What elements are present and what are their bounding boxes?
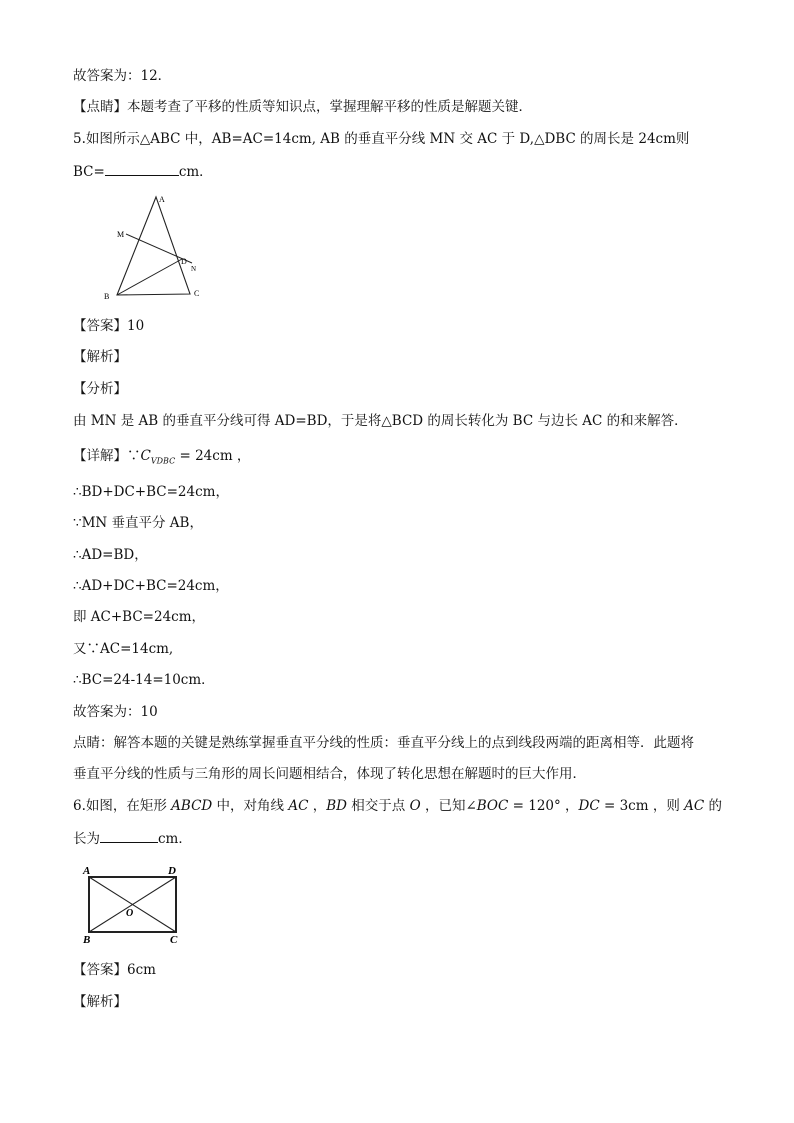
q6-part: = 3cm ，则 <box>599 798 685 814</box>
question-5-detail <box>73 447 250 471</box>
q6-part: = 120° ， <box>508 798 579 814</box>
question-5-answer: 【答案】10 <box>73 318 145 334</box>
rectangle-figure <box>80 864 190 946</box>
label-o: O <box>126 908 134 919</box>
label-b: B <box>104 292 110 301</box>
step-line: 又∵AC=14cm, <box>73 641 174 657</box>
label-d: D <box>168 865 176 877</box>
q6-math: DC <box>578 798 600 814</box>
label-m: M <box>117 230 125 239</box>
question-6-jiexi: 【解析】 <box>73 994 127 1010</box>
label-a: A <box>83 865 91 877</box>
q6-math: AC <box>684 798 705 814</box>
detail-prefix: 【详解】∵ <box>73 448 141 464</box>
label-a: A <box>159 195 165 204</box>
q6-math: BD <box>326 798 347 814</box>
len-prefix: 长为 <box>73 831 100 847</box>
q6-math: BOC <box>476 798 509 814</box>
question-5-fenxi: 【分析】 <box>73 381 127 397</box>
len-suffix: cm． <box>158 831 192 847</box>
label-b: B <box>83 934 91 946</box>
perimeter-value: = 24cm ， <box>175 448 251 464</box>
q6-part: 6.如图，在矩形 <box>73 798 172 814</box>
q6-math: AC <box>288 798 309 814</box>
answer-blank <box>105 162 179 176</box>
dianjing-line-2: 垂直平分线的性质与三角形的周长问题相结合，体现了转化思想在解题时的巨大作用． <box>73 766 586 782</box>
question-6-blank-line <box>73 829 192 848</box>
question-5-final: 故答案为：10 <box>73 704 158 720</box>
dianjing-line-1: 点睛：解答本题的关键是熟练掌握垂直平分线的性质：垂直平分线上的点到线段两端的距离相等．此题将 <box>73 735 694 751</box>
step-line: ∴AD=BD， <box>73 547 148 563</box>
text-line: 故答案为：12． <box>73 68 172 84</box>
bc-suffix: cm． <box>178 164 213 180</box>
question-5-jiexi: 【解析】 <box>73 349 127 365</box>
q6-math: O <box>409 798 421 814</box>
q6-part: ， <box>308 798 327 814</box>
step-line: ∴AD+DC+BC=24cm， <box>73 578 229 594</box>
label-c: C <box>194 289 200 298</box>
dianjing-line: 【点睛】本题考查了平移的性质等知识点，掌握理解平移的性质是解题关键． <box>73 99 532 115</box>
label-d: D <box>181 257 187 266</box>
triangle-figure <box>100 192 215 304</box>
perimeter-subscript: VDBC <box>150 456 176 466</box>
q6-part: 的 <box>704 798 723 814</box>
q6-part: 相交于点 <box>346 798 410 814</box>
answer-blank <box>100 829 158 843</box>
step-line: 即 AC+BC=24cm， <box>73 609 206 625</box>
q6-math: ABCD <box>171 798 213 814</box>
question-5-text: 5.如图所示△ABC 中，AB=AC=14cm, AB 的垂直平分线 MN 交 AC 于 D,△DBC 的周长是 24cm则 <box>73 131 690 147</box>
label-n: N <box>191 265 197 273</box>
step-line: ∵MN 垂直平分 AB， <box>73 515 203 531</box>
question-6-answer: 【答案】6cm <box>73 962 156 978</box>
segment-bd <box>117 259 182 295</box>
step-line: ∴BC=24-14=10cm． <box>73 672 215 688</box>
perimeter-symbol: C <box>140 448 151 464</box>
label-c: C <box>170 934 178 946</box>
question-5-analysis: 由 MN 是 AB 的垂直平分线可得 AD=BD，于是将△BCD 的周长转化为 BC 与边长 AC 的和来解答． <box>73 413 688 429</box>
q6-part: 中，对角线 <box>212 798 289 814</box>
question-5-blank-line <box>73 162 213 181</box>
bc-prefix: BC= <box>73 164 105 180</box>
q6-part: ，已知∠ <box>420 798 477 814</box>
step-line: ∴BD+DC+BC=24cm， <box>73 484 229 500</box>
question-6-text <box>73 797 722 815</box>
